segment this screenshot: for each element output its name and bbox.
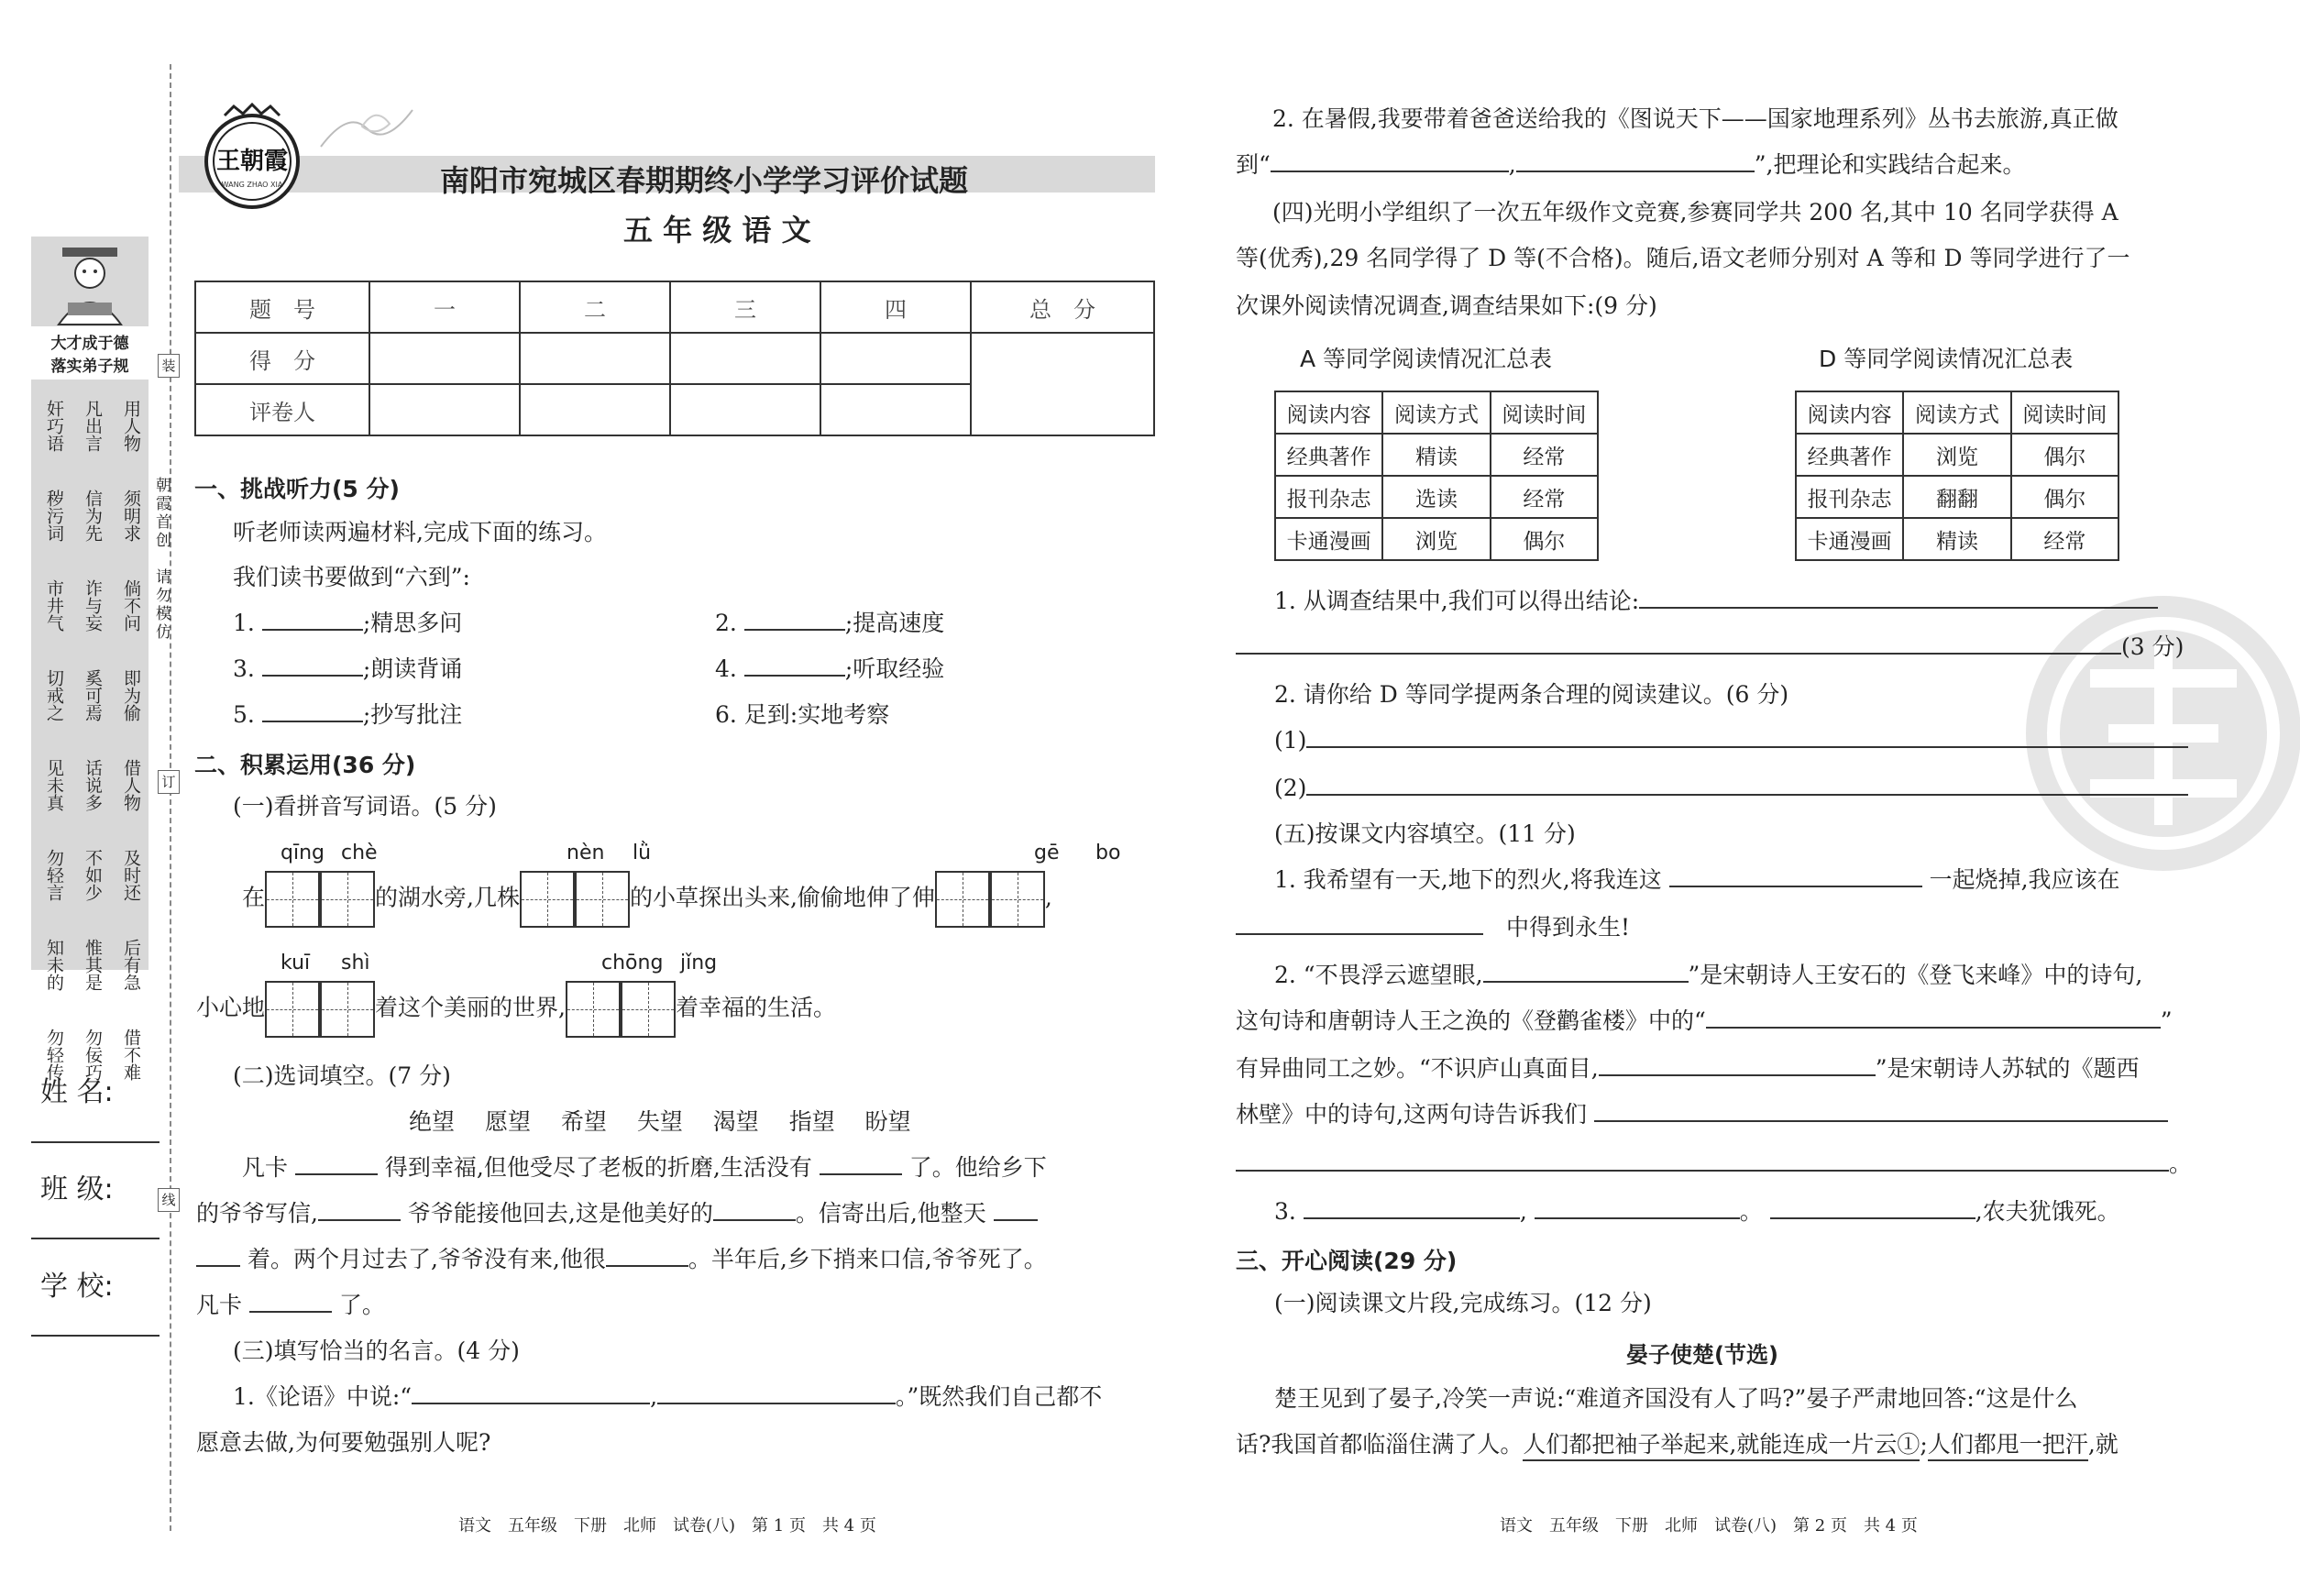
list-item: 4. ;听取经验: [715, 655, 945, 682]
motto-column: 勿佞巧: [83, 1029, 103, 1081]
char-box[interactable]: [935, 871, 990, 928]
reading-table-a: [1274, 391, 1599, 561]
answer-blank[interactable]: [295, 1153, 378, 1175]
table-row: [1796, 434, 2118, 476]
answer-blank[interactable]: [318, 1199, 401, 1221]
score-cell[interactable]: [520, 333, 670, 384]
answer-blank[interactable]: [1236, 633, 2121, 655]
page-title: 南阳市宛城区春期期终小学学习评价试题: [440, 163, 969, 198]
side-note: 朝霞首创: [152, 477, 171, 550]
answer-blank[interactable]: [262, 609, 363, 631]
motto-column: 用人物: [121, 400, 141, 452]
table-row: [1275, 434, 1598, 476]
pinyin: jǐng: [680, 952, 718, 974]
paragraph-line: 。: [1236, 1150, 2192, 1179]
motto-column: 知未的: [44, 939, 64, 991]
table-header: 阅读时间: [1491, 391, 1598, 434]
instruction: (二)选词填空。(7 分): [233, 1062, 451, 1089]
score-header: 三: [670, 281, 820, 333]
pinyin: qīng: [281, 842, 325, 864]
story-title: 晏子使楚(节选): [1626, 1342, 1778, 1368]
paragraph-line: 1.《论语》中说:“ , 。”既然我们自己都不: [233, 1383, 1103, 1410]
paragraph-line: 这句诗和唐朝诗人王之涣的《登鹳雀楼》中的“ ”: [1236, 1007, 2173, 1034]
motto-column: 奸巧语: [44, 400, 64, 452]
motto-column: 诈与妄: [83, 579, 103, 632]
paragraph-line: 中得到永生!: [1236, 913, 1630, 942]
grader-cell[interactable]: [520, 384, 670, 435]
instruction: (五)按课文内容填空。(11 分): [1274, 820, 1576, 847]
list-item: 6. 足到:实地考察: [715, 701, 890, 728]
table-header: 阅读内容: [1796, 391, 1903, 434]
grader-cell[interactable]: [369, 384, 520, 435]
motto-group: [42, 490, 143, 567]
table-cell: 报刊杂志: [1796, 476, 1903, 518]
motto-group: [42, 939, 143, 1016]
motto-line: 落实弟子规: [50, 358, 129, 376]
paragraph-line: 凡卡 得到幸福,但他受尽了老板的折磨,生活没有 了。他给乡下: [242, 1154, 1047, 1181]
table-row: [1796, 518, 2118, 560]
motto-column: 话说多: [83, 759, 103, 811]
answer-blank[interactable]: [1236, 1150, 2169, 1172]
score-row-label: 评卷人: [195, 384, 369, 435]
motto-column: 惟其是: [83, 939, 103, 991]
paragraph-line: (3 分): [1236, 633, 2184, 662]
table-title: A 等同学阅读情况汇总表: [1300, 346, 1553, 372]
paragraph-line: 到“ , ”,把理论和实践结合起来。: [1236, 151, 2026, 178]
motto-group: [42, 669, 143, 746]
table-cell: 经典著作: [1275, 434, 1382, 476]
score-header: 一: [369, 281, 520, 333]
binding-seal: 线: [158, 1188, 180, 1212]
table-cell: 翻翻: [1903, 476, 2010, 518]
answer-blank[interactable]: [249, 1291, 332, 1313]
pinyin: bo: [1095, 842, 1121, 864]
list-item: 5. ;抄写批注: [233, 701, 463, 728]
table-header: 阅读方式: [1382, 391, 1490, 434]
svg-text:WANG ZHAO XIA: WANG ZHAO XIA: [221, 181, 283, 189]
svg-text:王朝霞: 王朝霞: [215, 148, 289, 175]
answer-blank[interactable]: [412, 1382, 650, 1404]
section-heading: 一、挑战听力(5 分): [194, 476, 400, 502]
pinyin-row: 在 的湖水旁,几株 的小草探出头来,偷偷地伸了伸 ,: [242, 871, 1052, 928]
answer-blank[interactable]: [1306, 774, 2188, 796]
total-score-cell[interactable]: [971, 333, 1154, 435]
pinyin: shì: [341, 952, 370, 974]
page-subtitle: 五 年 级 语 文: [623, 213, 811, 248]
char-box[interactable]: [520, 871, 575, 928]
pinyin: gē: [1034, 842, 1060, 864]
paragraph-line: (四)光明小学组织了一次五年级作文竞赛,参赛同学共 200 名,其中 10 名同学获得 A: [1272, 199, 2118, 226]
answer-blank[interactable]: [1236, 913, 1483, 935]
score-header: 总 分: [971, 281, 1154, 333]
paragraph-line: 有异曲同工之妙。“不识庐山真面目, ”是宋朝诗人苏轼的《题西: [1236, 1055, 2140, 1082]
score-header: 题 号: [195, 281, 369, 333]
answer-blank[interactable]: [1770, 1197, 1975, 1219]
table-cell: 报刊杂志: [1275, 476, 1382, 518]
paragraph-line: 2. 请你给 D 等同学提两条合理的阅读建议。(6 分): [1274, 681, 1789, 708]
char-box[interactable]: [265, 981, 320, 1038]
answer-blank[interactable]: [1535, 1197, 1740, 1219]
char-box[interactable]: [265, 871, 320, 928]
ribbon-decoration: [312, 101, 422, 156]
motto-column: 借不难: [121, 1029, 141, 1081]
list-item: 2. ;提高速度: [715, 610, 945, 636]
char-box[interactable]: [575, 871, 630, 928]
motto-column: 倘不问: [121, 579, 141, 632]
answer-blank[interactable]: [1483, 961, 1689, 983]
story-line: 楚王见到了晏子,冷笑一声说:“难道齐国没有人了吗?”晏子严肃地回答:“这是什么: [1274, 1385, 2078, 1412]
pinyin: chōng: [601, 952, 664, 974]
section-heading: 三、开心阅读(29 分): [1236, 1248, 1458, 1274]
scholar-icon: [31, 244, 149, 326]
table-cell: 偶尔: [2011, 476, 2118, 518]
list-item: 1. ;精思多问: [233, 610, 463, 636]
paragraph-line: 次课外阅读情况调查,调查结果如下:(9 分): [1236, 292, 1657, 319]
table-cell: 经常: [1491, 476, 1598, 518]
table-cell: 精读: [1382, 434, 1490, 476]
paragraph-line: 1. 我希望有一天,地下的烈火,将我连这 一起烧掉,我应该在: [1274, 866, 2120, 893]
answer-blank[interactable]: [1306, 726, 2188, 748]
paragraph-line: 凡卡 了。: [196, 1292, 385, 1318]
table-header: 阅读内容: [1275, 391, 1382, 434]
motto-column: 信为先: [83, 490, 103, 542]
paragraph-line: (2): [1274, 774, 2188, 803]
instruction: (一)看拼音写词语。(5 分): [233, 793, 497, 820]
paragraph-line: 愿意去做,为何要勉强别人呢?: [196, 1429, 491, 1456]
table-cell: 选读: [1382, 476, 1490, 518]
table-row: [1275, 476, 1598, 518]
answer-blank[interactable]: [1639, 587, 2158, 609]
table-header: 阅读时间: [2011, 391, 2118, 434]
table-title: D 等同学阅读情况汇总表: [1819, 346, 2074, 372]
motto-columns: [42, 400, 143, 1118]
name-label: 姓 名:: [40, 1076, 114, 1108]
char-box[interactable]: [320, 981, 375, 1038]
table-cell: 卡通漫画: [1275, 518, 1382, 560]
answer-blank[interactable]: [1599, 1054, 1876, 1076]
motto-group: [42, 400, 143, 477]
reading-table-d: [1795, 391, 2119, 561]
score-row-label: 得 分: [195, 333, 369, 384]
paragraph-line: (1): [1274, 726, 2188, 755]
motto-column: 市井气: [44, 579, 64, 632]
paragraph-line: 的爷爷写信, 爷爷能接他回去,这是他美好的 。信寄出后,他整天: [196, 1199, 1038, 1228]
score-header: 四: [820, 281, 971, 333]
table-row: [1275, 518, 1598, 560]
motto-panel: [31, 237, 149, 1081]
motto-column: 不如少: [83, 849, 103, 901]
answer-blank[interactable]: [1516, 150, 1755, 172]
motto-column: 须明求: [121, 490, 141, 542]
table-cell: 经典著作: [1796, 434, 1903, 476]
paragraph-line: 等(优秀),29 名同学得了 D 等(不合格)。随后,语文老师分别对 A 等和 D 等同学进行了一: [1236, 245, 2130, 271]
motto-column: 借人物: [121, 759, 141, 811]
answer-blank[interactable]: [262, 700, 363, 722]
table-row: [1796, 476, 2118, 518]
binding-seal: 装: [158, 354, 180, 378]
grader-cell[interactable]: [670, 384, 820, 435]
binding-seal: 订: [158, 770, 180, 794]
motto-column: 及时还: [121, 849, 141, 901]
answer-blank[interactable]: [744, 655, 845, 677]
story-line: 话?我国首都临淄住满了人。人们都把袖子举起来,就能连成一片云①;人们都甩一把汗,就: [1236, 1430, 2118, 1459]
table-cell: 经常: [1491, 434, 1598, 476]
answer-blank[interactable]: [657, 1382, 896, 1404]
table-header: 阅读方式: [1903, 391, 2010, 434]
school-label: 学 校:: [40, 1271, 114, 1303]
answer-blank[interactable]: [1669, 865, 1922, 887]
answer-blank[interactable]: [262, 655, 363, 677]
paragraph-line: 2. 在暑假,我要带着爸爸送给我的《图说天下——国家地理系列》丛书去旅游,真正做: [1272, 105, 2118, 132]
motto-column: 勿轻言: [44, 849, 64, 901]
answer-blank[interactable]: [606, 1245, 688, 1267]
score-cell[interactable]: [820, 333, 971, 384]
motto-group: [42, 759, 143, 836]
score-header: 二: [520, 281, 670, 333]
table-cell: 浏览: [1903, 434, 2010, 476]
paragraph-line: 着。两个月过去了,爷爷没有来,他很 。半年后,乡下捎来口信,爷爷死了。: [196, 1245, 1047, 1274]
instruction: 我们读书要做到“六到”:: [233, 564, 470, 590]
motto-column: 后有急: [121, 939, 141, 991]
pinyin: nèn: [567, 842, 605, 864]
score-cell[interactable]: [369, 333, 520, 384]
instruction: 听老师读两遍材料,完成下面的练习。: [233, 519, 607, 545]
instruction: (三)填写恰当的名言。(4 分): [233, 1337, 520, 1364]
motto-column: 勿轻传: [44, 1029, 64, 1081]
answer-blank[interactable]: [744, 609, 845, 631]
table-cell: 偶尔: [2011, 434, 2118, 476]
motto-line: 大才成于德: [50, 335, 129, 353]
char-box[interactable]: [320, 871, 375, 928]
name-field[interactable]: [31, 1141, 160, 1143]
motto-column: 见未真: [44, 759, 64, 811]
motto-column: 即为偷: [121, 669, 141, 721]
paragraph-line: 林壁》中的诗句,这两句诗告诉我们: [1236, 1100, 2168, 1129]
section-heading: 二、积累运用(36 分): [194, 752, 416, 778]
pinyin: chè: [341, 842, 378, 864]
motto-column: 切戒之: [44, 669, 64, 721]
pinyin: lǜ: [633, 842, 652, 864]
motto-group: [42, 849, 143, 926]
score-table: [194, 281, 1155, 436]
paragraph-line: 2. “不畏浮云遮望眼, ”是宋朝诗人王安石的《登飞来峰》中的诗句,: [1274, 962, 2143, 988]
paragraph-line: 1. 从调查结果中,我们可以得出结论:: [1274, 587, 2158, 616]
word-bank: 绝望 愿望 希望 失望 渴望 指望 盼望: [409, 1108, 911, 1135]
class-label: 班 级:: [40, 1173, 114, 1205]
motto-column: 奚可焉: [83, 669, 103, 721]
table-cell: 偶尔: [1491, 518, 1598, 560]
answer-blank[interactable]: [1271, 150, 1509, 172]
brand-logo: [188, 103, 316, 213]
paragraph-line: 3. , 。 ,农夫犹饿死。: [1274, 1198, 2120, 1225]
answer-blank[interactable]: [994, 1199, 1038, 1221]
table-cell: 经常: [2011, 518, 2118, 560]
answer-blank[interactable]: [1706, 1007, 2161, 1029]
answer-blank[interactable]: [1594, 1100, 2168, 1122]
table-cell: 精读: [1903, 518, 2010, 560]
page-footer: 语文 五年级 下册 北师 试卷(八) 第 1 页 共 4 页: [458, 1516, 876, 1535]
instruction: (一)阅读课文片段,完成练习。(12 分): [1274, 1290, 1652, 1316]
char-box[interactable]: [990, 871, 1045, 928]
page-footer: 语文 五年级 下册 北师 试卷(八) 第 2 页 共 4 页: [1500, 1516, 1918, 1535]
dashed-binding-line: [170, 64, 171, 1531]
class-field[interactable]: [31, 1238, 160, 1239]
score-cell[interactable]: [670, 333, 820, 384]
motto-column: 凡出言: [83, 400, 103, 452]
grader-cell[interactable]: [820, 384, 971, 435]
school-field[interactable]: [31, 1335, 160, 1337]
char-box[interactable]: [566, 981, 621, 1038]
answer-blank[interactable]: [1304, 1197, 1520, 1219]
char-box[interactable]: [621, 981, 676, 1038]
answer-blank[interactable]: [196, 1245, 240, 1267]
motto-column: 秽污词: [44, 490, 64, 542]
pinyin: kuī: [281, 952, 311, 974]
side-note: 请勿模仿: [152, 568, 171, 642]
answer-blank[interactable]: [820, 1153, 902, 1175]
motto-group: [42, 579, 143, 656]
answer-blank[interactable]: [713, 1199, 796, 1221]
pinyin-row: 小心地 着这个美丽的世界, 着幸福的生活。: [196, 981, 836, 1038]
list-item: 3. ;朗读背诵: [233, 655, 463, 682]
table-cell: 卡通漫画: [1796, 518, 1903, 560]
table-cell: 浏览: [1382, 518, 1490, 560]
